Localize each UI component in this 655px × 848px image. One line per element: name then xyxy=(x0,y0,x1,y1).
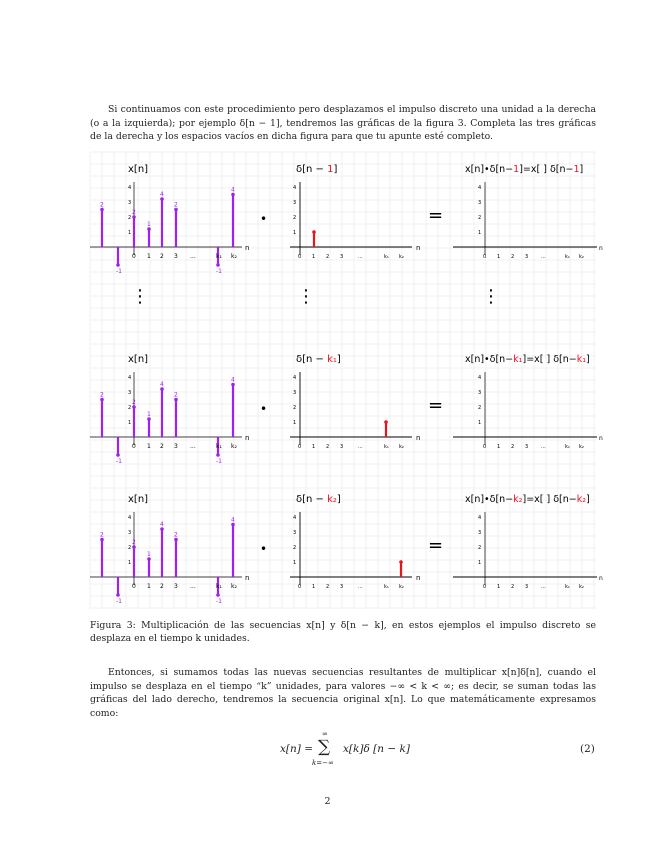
impulse-x-tick: 2 xyxy=(326,444,330,450)
multiply-dot: • xyxy=(260,542,268,556)
product-x-tick: 2 xyxy=(511,584,515,590)
signal-y-tick: 4 xyxy=(128,185,132,191)
signal-x-tick: 0 xyxy=(132,443,136,450)
signal-x-tick: k₁ xyxy=(216,253,222,260)
product-title xyxy=(465,354,590,365)
product-x-tick: ... xyxy=(541,444,546,450)
impulse-title xyxy=(296,164,337,175)
product-title-mid: ]=x[ ] δ[n− xyxy=(522,494,577,505)
impulse-y-tick: 2 xyxy=(293,215,297,221)
signal-point-label: 2 xyxy=(100,531,104,539)
signal-stem-tip xyxy=(216,263,220,267)
signal-x-tick: 0 xyxy=(132,583,136,590)
multiply-dot: • xyxy=(260,402,268,416)
product-x-tick: 1 xyxy=(497,584,501,590)
impulse-x-tick: 2 xyxy=(326,254,330,260)
product-y-tick: 4 xyxy=(478,375,482,381)
signal-x-tick: 2 xyxy=(160,253,164,260)
product-title-mid: ]=x[ ] δ[n− xyxy=(519,164,574,175)
product-title-shift-2: k₁ xyxy=(576,354,587,365)
signal-axis-label: n xyxy=(245,434,250,442)
signal-point-label: 1 xyxy=(147,411,151,418)
signal-y-tick: 3 xyxy=(128,530,132,536)
signal-x-tick: 0 xyxy=(132,253,136,260)
impulse-x-tick: 1 xyxy=(312,444,316,450)
product-x-tick: 1 xyxy=(497,444,501,450)
signal-point-label: 2 xyxy=(132,209,136,216)
impulse-x-tick: 0 xyxy=(298,254,302,260)
sum-symbol: ∑ xyxy=(318,737,331,757)
signal-point-label: 4 xyxy=(160,191,164,198)
equation-number: (2) xyxy=(580,743,595,755)
product-title-shift-2: 1 xyxy=(573,164,580,175)
product-title xyxy=(465,164,583,175)
product-y-tick: 4 xyxy=(478,185,482,191)
impulse-stem-tip xyxy=(312,230,316,234)
signal-stem-tip xyxy=(216,453,220,457)
signal-x-tick: ... xyxy=(190,583,196,590)
signal-stem-tip xyxy=(116,453,120,457)
signal-x-tick: 1 xyxy=(147,443,151,450)
signal-stem-tip xyxy=(116,263,120,267)
impulse-title-suffix: ] xyxy=(333,164,338,175)
impulse-stem-tip xyxy=(384,420,388,424)
product-x-tick: 3 xyxy=(525,584,529,590)
closing-paragraph xyxy=(90,666,596,720)
product-x-tick: 2 xyxy=(511,254,515,260)
impulse-y-tick: 2 xyxy=(293,545,297,551)
impulse-title-prefix: δ[n − xyxy=(296,494,328,505)
signal-point-label: 4 xyxy=(160,521,164,528)
impulse-title-prefix: δ[n − xyxy=(296,354,328,365)
product-title-suffix: ] xyxy=(586,354,590,365)
signal-point-label: 4 xyxy=(231,186,235,194)
vertical-ellipsis: ⋮ xyxy=(297,286,315,307)
product-x-tick: k₁ xyxy=(565,584,570,590)
signal-point-label: 2 xyxy=(174,391,178,399)
signal-point-label: 1 xyxy=(147,221,151,228)
signal-point-label: 2 xyxy=(174,531,178,539)
impulse-y-tick: 1 xyxy=(293,420,297,426)
product-title-prefix: x[n]•δ[n− xyxy=(465,494,514,505)
product-y-tick: 4 xyxy=(478,515,482,521)
signal-point-label: 2 xyxy=(174,201,178,209)
figure-3 xyxy=(90,152,603,613)
impulse-title-prefix: δ[n − xyxy=(296,164,328,175)
signal-point-label: 4 xyxy=(160,381,164,388)
signal-x-tick: ... xyxy=(190,253,196,260)
sum-upper-limit: ∞ xyxy=(322,730,328,738)
product-title-shift: k₁ xyxy=(513,354,523,365)
impulse-y-tick: 4 xyxy=(293,185,297,191)
closing-text: Entonces, si sumamos todas las nuevas secuencias resultantes de multiplicar x[n]δ[n], cuando el impulso se desplaza en el tiempo “k” unidades, para valores −∞ < k < ∞; es decir, se suman todas las gráficas del lado derecho, tendremos la secuencia original x[n]. Lo que matemáticamente expresamos como: xyxy=(90,667,596,719)
product-y-tick: 3 xyxy=(478,530,482,536)
impulse-y-tick: 1 xyxy=(293,230,297,236)
signal-y-tick: 3 xyxy=(128,390,132,396)
signal-point-label: -1 xyxy=(116,458,122,465)
product-y-tick: 1 xyxy=(478,420,482,426)
product-x-tick: 0 xyxy=(483,444,487,450)
impulse-x-tick: k₁ xyxy=(384,254,389,260)
product-x-tick: 0 xyxy=(483,254,487,260)
signal-x-tick: ... xyxy=(190,443,196,450)
product-x-tick: k₂ xyxy=(579,584,584,590)
signal-x-tick: k₂ xyxy=(231,443,237,450)
signal-point-label: -1 xyxy=(116,598,122,605)
impulse-x-tick: 1 xyxy=(312,254,316,260)
signal-point-label: 2 xyxy=(100,391,104,399)
product-y-tick: 1 xyxy=(478,230,482,236)
signal-x-tick: 2 xyxy=(160,443,164,450)
signal-y-tick: 3 xyxy=(128,200,132,206)
impulse-x-tick: ... xyxy=(358,584,363,590)
product-axis-label: n xyxy=(599,245,603,252)
vertical-ellipsis: ⋮ xyxy=(131,286,149,307)
equation-lhs: x[n] = xyxy=(280,743,314,755)
figure-3-panels xyxy=(90,152,603,609)
product-x-tick: ... xyxy=(541,254,546,260)
impulse-x-tick: k₂ xyxy=(399,254,404,260)
impulse-x-tick: 3 xyxy=(340,444,344,450)
product-x-tick: 3 xyxy=(525,444,529,450)
product-title-prefix: x[n]•δ[n− xyxy=(465,354,514,365)
signal-x-tick: k₁ xyxy=(216,443,222,450)
product-x-tick: 0 xyxy=(483,584,487,590)
signal-axis-label: n xyxy=(245,244,250,252)
impulse-x-tick: ... xyxy=(358,254,363,260)
intro-text: Si continuamos con este procedimiento pero desplazamos el impulso discreto una unidad a la derecha (o a la izquierda); por ejemplo δ[n − 1], tendremos las gráficas de la figura 3. Completa las tres gráficas de la derecha y los espacios vacíos en dicha figura para que tu apunte esté completo. xyxy=(90,104,596,143)
signal-point-label: 2 xyxy=(100,201,104,209)
signal-title: x[n] xyxy=(128,164,149,175)
product-title-shift: 1 xyxy=(513,164,520,175)
signal-point-label: 4 xyxy=(231,376,235,384)
product-y-tick: 3 xyxy=(478,200,482,206)
impulse-x-tick: ... xyxy=(358,444,363,450)
signal-y-tick: 4 xyxy=(128,375,132,381)
product-title-suffix: ] xyxy=(586,494,590,505)
product-title xyxy=(465,494,590,505)
signal-y-tick: 1 xyxy=(128,420,132,426)
product-x-tick: k₁ xyxy=(565,254,570,260)
impulse-x-tick: 3 xyxy=(340,254,344,260)
impulse-x-tick: 1 xyxy=(312,584,316,590)
signal-x-tick: 3 xyxy=(174,443,178,450)
equals-sign: = xyxy=(428,205,444,226)
signal-title: x[n] xyxy=(128,354,149,365)
signal-point-label: 2 xyxy=(132,399,136,406)
signal-point-label: 1 xyxy=(147,551,151,558)
signal-point-label: -1 xyxy=(216,268,222,275)
signal-x-tick: 1 xyxy=(147,253,151,260)
product-x-tick: k₂ xyxy=(579,444,584,450)
impulse-stem-tip xyxy=(399,560,403,564)
impulse-x-tick: 0 xyxy=(298,444,302,450)
signal-y-tick: 2 xyxy=(128,545,132,551)
signal-y-tick: 2 xyxy=(128,405,132,411)
signal-axis-label: n xyxy=(245,574,250,582)
multiply-dot: • xyxy=(260,212,268,226)
signal-point-label: -1 xyxy=(116,268,122,275)
product-title-shift: k₂ xyxy=(513,494,523,505)
signal-y-tick: 1 xyxy=(128,230,132,236)
product-y-tick: 3 xyxy=(478,390,482,396)
impulse-title xyxy=(296,494,341,505)
signal-x-tick: 1 xyxy=(147,583,151,590)
signal-point-label: 2 xyxy=(132,539,136,546)
signal-point-label: -1 xyxy=(216,598,222,605)
impulse-y-tick: 3 xyxy=(293,390,297,396)
impulse-y-tick: 3 xyxy=(293,200,297,206)
impulse-title xyxy=(296,354,341,365)
impulse-y-tick: 4 xyxy=(293,375,297,381)
impulse-y-tick: 4 xyxy=(293,515,297,521)
signal-x-tick: k₂ xyxy=(231,253,237,260)
impulse-y-tick: 1 xyxy=(293,560,297,566)
impulse-x-tick: 0 xyxy=(298,584,302,590)
impulse-y-tick: 2 xyxy=(293,405,297,411)
impulse-x-tick: k₁ xyxy=(384,584,389,590)
signal-y-tick: 1 xyxy=(128,560,132,566)
page-number: 2 xyxy=(324,796,331,807)
impulse-axis-label: n xyxy=(416,574,421,582)
signal-y-tick: 4 xyxy=(128,515,132,521)
product-title-prefix: x[n]•δ[n− xyxy=(465,164,514,175)
equation-rhs: x[k]δ [n − k] xyxy=(343,743,410,755)
product-y-tick: 1 xyxy=(478,560,482,566)
impulse-y-tick: 3 xyxy=(293,530,297,536)
product-title-mid: ]=x[ ] δ[n− xyxy=(522,354,577,365)
sum-lower-limit: k=−∞ xyxy=(312,759,334,767)
product-title-shift-2: k₂ xyxy=(576,494,587,505)
impulse-axis-label: n xyxy=(416,434,421,442)
product-x-tick: k₂ xyxy=(579,254,584,260)
impulse-title-shift: k₂ xyxy=(327,494,337,505)
product-title-suffix: ] xyxy=(579,164,584,175)
signal-x-tick: 3 xyxy=(174,253,178,260)
product-axis-label: n xyxy=(599,435,603,442)
impulse-axis-label: n xyxy=(416,244,421,252)
product-x-tick: k₁ xyxy=(565,444,570,450)
impulse-x-tick: k₁ xyxy=(384,444,389,450)
product-y-tick: 2 xyxy=(478,405,482,411)
equals-sign: = xyxy=(428,395,444,416)
signal-x-tick: 3 xyxy=(174,583,178,590)
impulse-title-shift: k₁ xyxy=(327,354,337,365)
product-x-tick: 1 xyxy=(497,254,501,260)
impulse-x-tick: k₂ xyxy=(399,444,404,450)
impulse-x-tick: 2 xyxy=(326,584,330,590)
product-x-tick: 3 xyxy=(525,254,529,260)
equals-sign: = xyxy=(428,535,444,556)
vertical-ellipsis: ⋮ xyxy=(482,286,500,307)
product-y-tick: 2 xyxy=(478,545,482,551)
product-x-tick: 2 xyxy=(511,444,515,450)
signal-title: x[n] xyxy=(128,494,149,505)
intro-paragraph xyxy=(90,103,596,144)
signal-point-label: 4 xyxy=(231,516,235,524)
signal-stem-tip xyxy=(216,593,220,597)
impulse-title-suffix: ] xyxy=(336,354,341,365)
signal-x-tick: k₁ xyxy=(216,583,222,590)
product-y-tick: 2 xyxy=(478,215,482,221)
figure-caption: Figura 3: Multiplicación de las secuencias x[n] y δ[n − k], en estos ejemplos el impulso discreto se desplaza en el tiempo k unidades. xyxy=(90,620,596,644)
product-x-tick: ... xyxy=(541,584,546,590)
impulse-title-shift: 1 xyxy=(327,164,334,175)
signal-point-label: -1 xyxy=(216,458,222,465)
signal-x-tick: 2 xyxy=(160,583,164,590)
impulse-title-suffix: ] xyxy=(336,494,341,505)
signal-x-tick: k₂ xyxy=(231,583,237,590)
equation-2 xyxy=(280,730,600,777)
product-axis-label: n xyxy=(599,575,603,582)
signal-stem-tip xyxy=(116,593,120,597)
signal-y-tick: 2 xyxy=(128,215,132,221)
impulse-x-tick: 3 xyxy=(340,584,344,590)
impulse-x-tick: k₂ xyxy=(399,584,404,590)
